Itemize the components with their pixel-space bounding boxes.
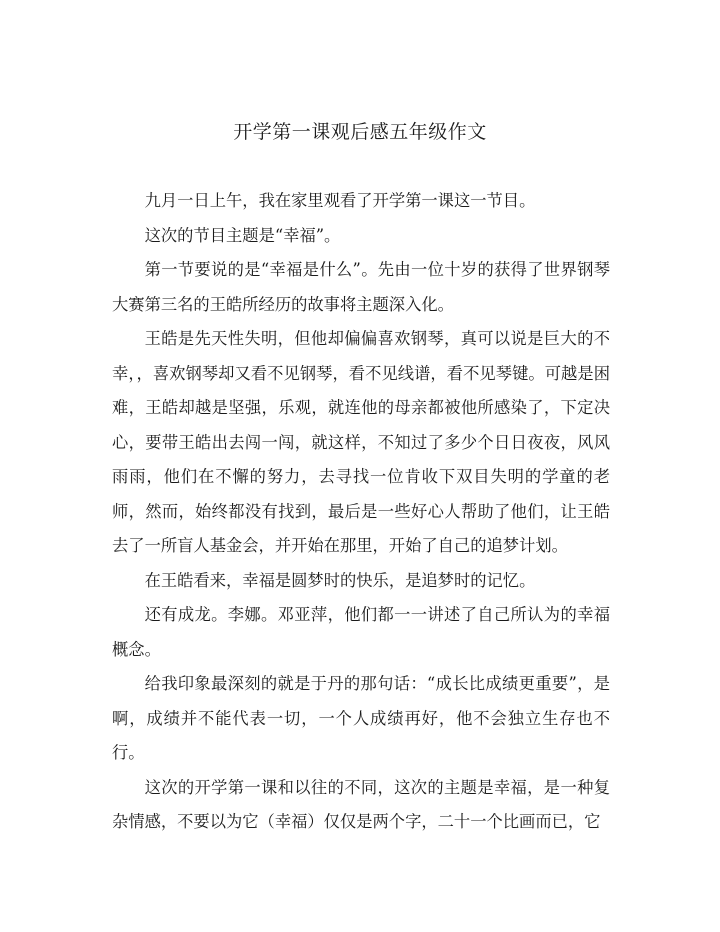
paragraph-1: 九月一日上午，我在家里观看了开学第一课这一节目。 [144, 191, 536, 210]
paragraph-8: 这次的开学第一课和以往的不同，这次的主题是幸福，是一种复杂情感，不要以为它（幸福）仅仅是两个字，二十一个比画而已，它 [112, 777, 610, 831]
paragraph-7: 给我印象最深刻的就是于丹的那句话：“成长比成绩更重要”，是啊，成绩并不能代表一切，一个人成绩再好，他不会独立生存也不行。 [112, 674, 610, 762]
paragraph-2: 这次的节目主题是“幸福”。 [144, 225, 341, 245]
paragraph-3: 第一节要说的是“幸福是什么”。先由一位十岁的获得了世界钢琴大赛第三名的王皓所经历的故事将主题深入化。 [112, 260, 610, 314]
paragraph-4: 王皓是先天性失明，但他却偏偏喜欢钢琴，真可以说是巨大的不幸，，喜欢钢琴却又看不见钢琴，看不见线谱，看不见琴键。可越是困难，王皓却越是坚强，乐观，就连他的母亲都被他所感染了，下定决心，要带王皓出去闯一闯，就这样，不知过了多少个日日夜夜，风风雨雨，他们在不懈的努力，去寻找一位肯收下双目失明的学童的老师，然而，始终都没有找到，最后是一些好心人帮助了他们，让王皓去了一所盲人基金会，并开始在那里，开始了自己的追梦计划。 [112, 329, 610, 555]
paragraph-5: 在王皓看来，幸福是圆梦时的快乐，是追梦时的记忆。 [144, 570, 536, 590]
document-title: 开学第一课观后感五年级作文 [233, 121, 487, 143]
paragraph-6: 还有成龙。李娜。邓亚萍，他们都一一讲述了自己所认为的幸福概念。 [112, 605, 610, 659]
document-body [112, 184, 610, 840]
